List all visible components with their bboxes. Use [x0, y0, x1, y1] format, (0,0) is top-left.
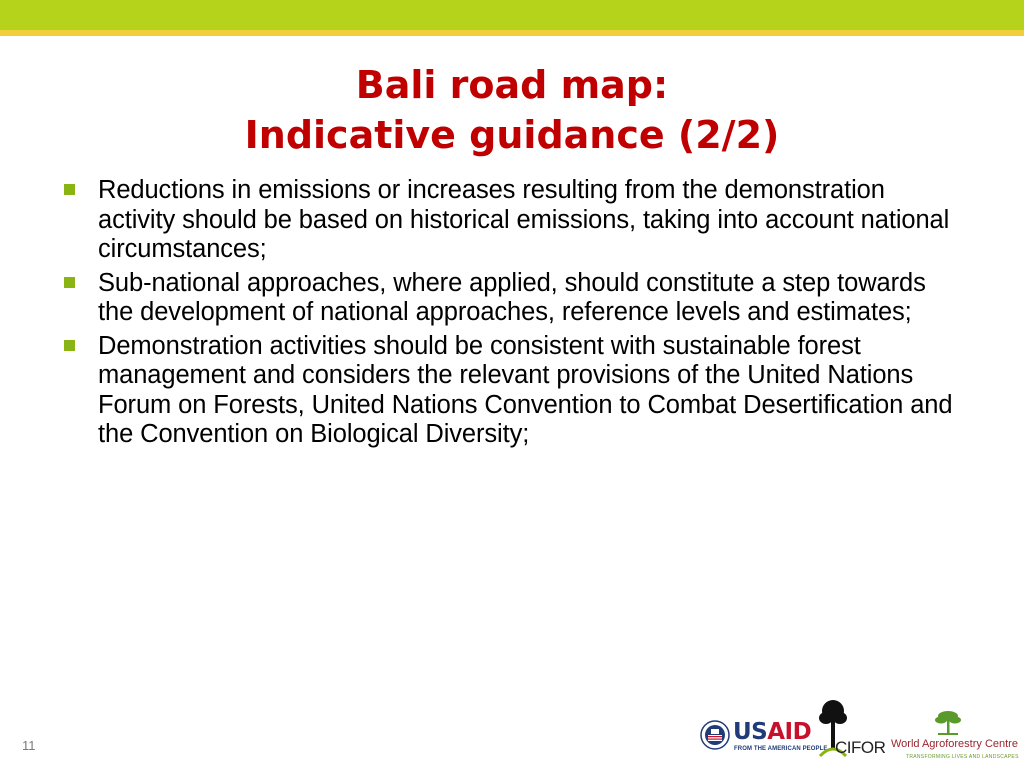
sponsor-logos	[700, 698, 1020, 764]
slide-title	[0, 60, 1024, 160]
title-line-1: Bali road map:	[355, 63, 669, 107]
tree-icon	[932, 708, 964, 736]
header-band	[0, 0, 1024, 30]
list-item	[62, 269, 962, 328]
list-item	[62, 176, 962, 265]
square-bullet-icon	[64, 184, 75, 195]
bullet-text: Sub-national approaches, where applied, should constitute a step towards the development of national approaches, reference levels and estimates;	[98, 268, 926, 326]
page-number: 11	[22, 738, 36, 753]
usaid-us: US	[733, 719, 768, 745]
bullet-list	[62, 176, 962, 454]
wac-tagline: TRANSFORMING LIVES AND LANDSCAPES	[906, 754, 1019, 760]
bullet-text: Demonstration activities should be consistent with sustainable forest management and considers the relevant provisions of the United Nations Forum on Forests, United Nations Convention to Combat Desertification and the Convention on Biological Diversity;	[98, 331, 953, 448]
wac-wordmark: World Agroforestry Centre	[891, 738, 1018, 750]
cifor-wordmark: CIFOR	[835, 738, 886, 757]
usaid-seal-icon	[700, 720, 730, 750]
list-item	[62, 332, 962, 450]
usaid-aid: AID	[767, 719, 812, 745]
square-bullet-icon	[64, 340, 75, 351]
usaid-tagline: FROM THE AMERICAN PEOPLE	[734, 746, 828, 752]
square-bullet-icon	[64, 277, 75, 288]
usaid-wordmark	[733, 719, 811, 745]
title-line-2: Indicative guidance (2/2)	[244, 113, 780, 157]
header-accent-stripe	[0, 30, 1024, 36]
bullet-text: Reductions in emissions or increases resulting from the demonstration activity should be based on historical emissions, taking into account national circumstances;	[98, 176, 950, 263]
